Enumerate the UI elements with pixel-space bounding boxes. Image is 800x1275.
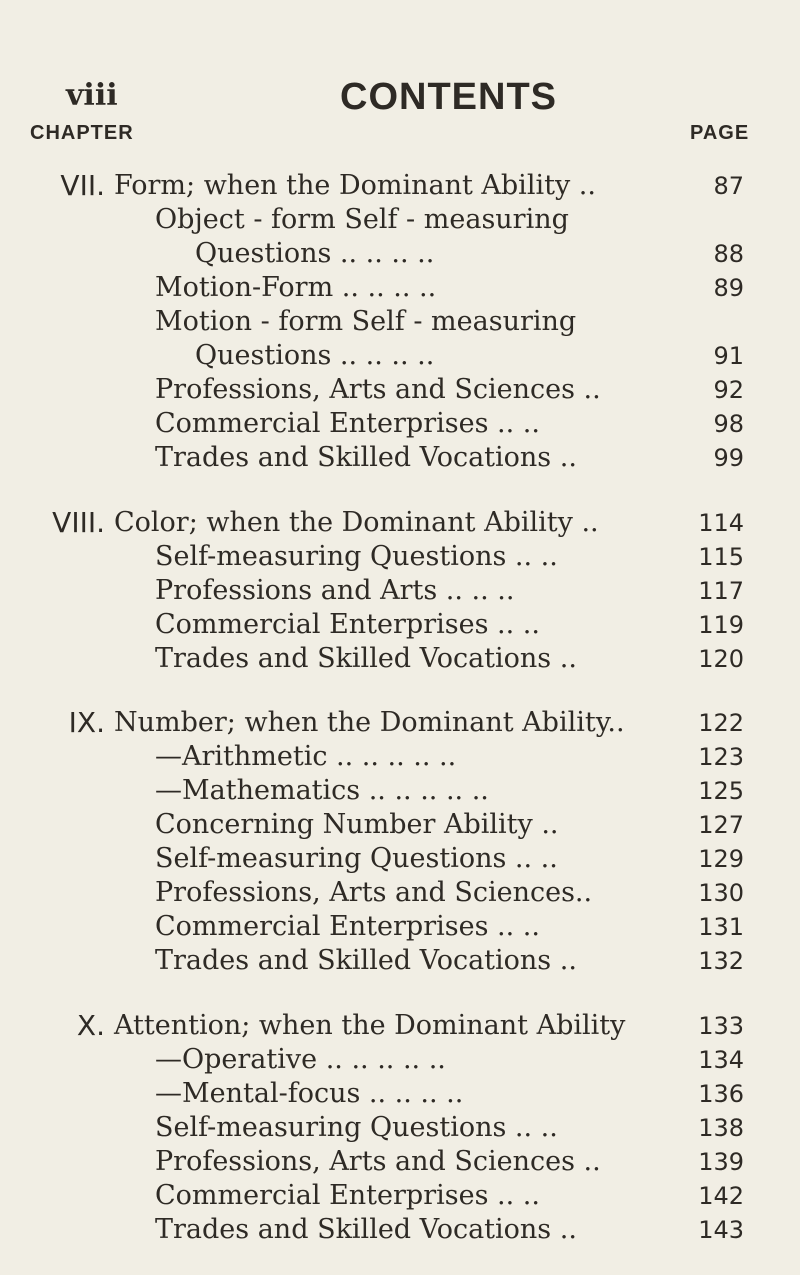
toc-page-number: 134	[698, 1046, 744, 1074]
toc-page-number: 139	[698, 1148, 744, 1176]
chapter-number: X.	[76, 1009, 105, 1042]
toc-entry-text: Professions, Arts and Sciences ..	[155, 374, 601, 405]
toc-entry-text: Concerning Number Ability ..	[155, 809, 559, 840]
toc-entry-text: Professions, Arts and Sciences..	[155, 877, 593, 908]
toc-page-number: 143	[698, 1216, 744, 1244]
toc-entry-text: Object - form Self - measuring	[155, 204, 569, 235]
toc-page-number: 87	[713, 172, 744, 200]
chapter-column-label: CHAPTER	[30, 122, 134, 144]
toc-page-number: 120	[698, 645, 744, 673]
toc-page-number: 122	[698, 709, 744, 737]
toc-page-number: 98	[713, 410, 744, 438]
toc-entry-text: Number; when the Dominant Ability..	[114, 707, 625, 738]
toc-entry-text: Trades and Skilled Vocations ..	[155, 945, 577, 976]
toc-entry-text: —Arithmetic .. .. .. .. ..	[155, 741, 457, 772]
toc-page-number: 131	[698, 913, 744, 941]
page-column-label: PAGE	[690, 122, 750, 144]
toc-entry-text: Self-measuring Questions .. ..	[155, 843, 558, 874]
toc-entry-text: Questions .. .. .. ..	[195, 340, 435, 371]
toc-page-number: 127	[698, 811, 744, 839]
toc-entry-text: Form; when the Dominant Ability ..	[114, 170, 596, 201]
toc-page-number: 117	[698, 577, 744, 605]
toc-page-number: 142	[698, 1182, 744, 1210]
toc-page-number: 92	[713, 376, 744, 404]
toc-page-number: 115	[698, 543, 744, 571]
toc-entry-text: —Operative .. .. .. .. ..	[155, 1044, 446, 1075]
chapter-number: VII.	[60, 169, 105, 202]
toc-page-number: 114	[698, 509, 744, 537]
page-title: CONTENTS	[340, 76, 557, 118]
toc-page-number: 129	[698, 845, 744, 873]
toc-entry-text: Trades and Skilled Vocations ..	[155, 643, 577, 674]
toc-page-number: 99	[713, 444, 744, 472]
toc-entry-text: Color; when the Dominant Ability ..	[114, 507, 599, 538]
toc-page-number: 132	[698, 947, 744, 975]
toc-page-number: 136	[698, 1080, 744, 1108]
toc-entry-text: Commercial Enterprises .. ..	[155, 408, 540, 439]
toc-entry-text: Questions .. .. .. ..	[195, 238, 435, 269]
toc-entry-text: Commercial Enterprises .. ..	[155, 609, 540, 640]
toc-page-number: 89	[713, 274, 744, 302]
toc-entry-text: Attention; when the Dominant Ability	[114, 1010, 626, 1041]
toc-page-number: 88	[713, 240, 744, 268]
toc-entry-text: Trades and Skilled Vocations ..	[155, 1214, 577, 1245]
toc-entry-text: —Mental-focus .. .. .. ..	[155, 1078, 464, 1109]
toc-page-number: 119	[698, 611, 744, 639]
toc-page-number: 130	[698, 879, 744, 907]
toc-entry-text: —Mathematics .. .. .. .. ..	[155, 775, 489, 806]
toc-page-number: 91	[713, 342, 744, 370]
toc-page-number: 125	[698, 777, 744, 805]
toc-entry-text: Trades and Skilled Vocations ..	[155, 442, 577, 473]
toc-entry-text: Motion - form Self - measuring	[155, 306, 577, 337]
toc-page-number: 123	[698, 743, 744, 771]
page-folio: viii	[66, 78, 118, 113]
toc-entry-text: Commercial Enterprises .. ..	[155, 911, 540, 942]
toc-entry-text: Professions and Arts .. .. ..	[155, 575, 515, 606]
chapter-number: IX.	[68, 706, 105, 739]
toc-entry-text: Commercial Enterprises .. ..	[155, 1180, 540, 1211]
toc-entry-text: Self-measuring Questions .. ..	[155, 1112, 558, 1143]
toc-entry-text: Self-measuring Questions .. ..	[155, 541, 558, 572]
toc-page-number: 138	[698, 1114, 744, 1142]
toc-entry-text: Professions, Arts and Sciences ..	[155, 1146, 601, 1177]
chapter-number: VIII.	[52, 506, 105, 539]
toc-entry-text: Motion-Form .. .. .. ..	[155, 272, 437, 303]
toc-page-number: 133	[698, 1012, 744, 1040]
